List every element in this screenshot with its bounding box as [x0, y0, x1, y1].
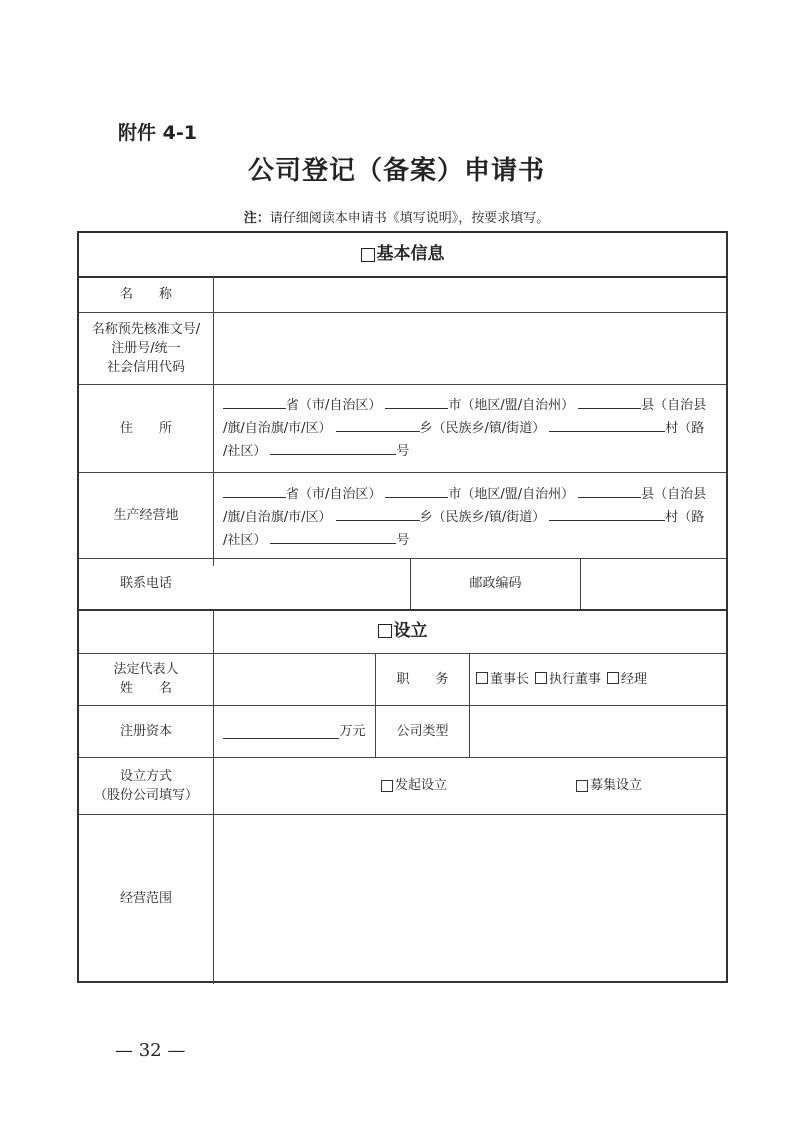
- postcode-label: 邮政编码: [469, 576, 522, 591]
- addr-community: /社区）: [223, 444, 267, 459]
- capital-unit: 万元: [339, 723, 366, 739]
- method-label: [79, 757, 213, 814]
- form-note: [0, 207, 793, 226]
- prior-number-line3: 社会信用代码: [106, 359, 185, 375]
- scope-input[interactable]: [214, 814, 726, 983]
- addr-township: 乡（民族乡/镇/街道）: [419, 421, 546, 436]
- addr-number: 号: [396, 533, 410, 548]
- addr-village: 村（路: [665, 421, 705, 436]
- option-label: 执行董事: [549, 671, 602, 687]
- addr-township: 乡（民族乡/镇/街道）: [419, 510, 546, 525]
- addr-county: 县（自治县: [641, 398, 707, 413]
- name-label: 名 称: [119, 286, 172, 302]
- residence-label: 住 所: [119, 420, 172, 436]
- note-label: 注：: [243, 211, 270, 226]
- application-form: [77, 231, 728, 983]
- phone-label: 联系电话: [119, 576, 172, 591]
- form-title: 公司登记（备案）申请书: [247, 156, 545, 186]
- addr-number: 号: [396, 444, 410, 459]
- checkbox-icon: [476, 672, 488, 684]
- checkbox-icon: [378, 624, 392, 638]
- name-input[interactable]: [214, 276, 726, 312]
- addr-county: 县（自治县: [641, 487, 707, 502]
- scope-label: 经营范围: [119, 891, 172, 906]
- residence-address-input[interactable]: [219, 394, 722, 463]
- note-text: 请仔细阅读本申请书《填写说明》，按要求填写。: [269, 211, 550, 226]
- position-option-manager[interactable]: [607, 670, 647, 689]
- page-number: — 32 —: [115, 1040, 186, 1061]
- addr-community: /社区）: [223, 533, 267, 548]
- checkbox-icon: [361, 248, 375, 262]
- company-type-label: 公司类型: [396, 723, 449, 739]
- section-basic-label: 基本信息: [376, 244, 445, 264]
- addr-city: 市（地区/盟/自治州）: [448, 487, 575, 502]
- capital-input[interactable]: [214, 705, 375, 757]
- method-option-promotion[interactable]: [344, 757, 484, 814]
- addr-village: 村（路: [665, 510, 705, 525]
- addr-city: 市（地区/盟/自治州）: [448, 398, 575, 413]
- phone-input[interactable]: [214, 558, 410, 609]
- legal-rep-input[interactable]: [214, 653, 375, 705]
- business-place-label: 生产经营地: [113, 507, 179, 523]
- company-type-input[interactable]: [470, 705, 726, 757]
- prior-number-line1: 名称预先核准文号/: [91, 321, 201, 337]
- option-label: 经理: [621, 671, 648, 687]
- checkbox-icon: [535, 672, 547, 684]
- checkbox-icon: [576, 780, 588, 792]
- method-option-subscription[interactable]: [539, 757, 679, 814]
- legal-rep-line2: 姓 名: [119, 681, 172, 696]
- prior-number-line2: 注册号/统一: [111, 340, 181, 356]
- option-label: 募集设立: [589, 778, 642, 793]
- postcode-input[interactable]: [581, 558, 726, 609]
- addr-province: 省（市/自治区）: [286, 487, 382, 502]
- prior-number-input[interactable]: [214, 312, 726, 384]
- position-label: 职 务: [396, 671, 449, 687]
- method-line1: 设立方式: [119, 768, 172, 784]
- option-label: 发起设立: [394, 778, 447, 793]
- position-options: [470, 653, 726, 705]
- legal-rep-line1: 法定代表人: [113, 662, 179, 677]
- section-basic-info[interactable]: [79, 233, 726, 276]
- addr-banner: /旗/自治旗/市/区）: [223, 421, 332, 436]
- method-line2: （股份公司填写）: [93, 787, 198, 803]
- position-option-exec-director[interactable]: [535, 670, 601, 689]
- business-address-input[interactable]: [219, 483, 722, 552]
- section-establish-label: 设立: [393, 620, 428, 641]
- addr-province: 省（市/自治区）: [286, 398, 382, 413]
- position-option-chairman[interactable]: [476, 670, 529, 689]
- legal-rep-label: [79, 653, 213, 705]
- attachment-label: 附件 4-1: [118, 122, 197, 144]
- checkbox-icon: [381, 780, 393, 792]
- checkbox-icon: [607, 672, 619, 684]
- addr-banner: /旗/自治旗/市/区）: [223, 510, 332, 525]
- capital-label: 注册资本: [119, 723, 172, 739]
- section-establish[interactable]: [79, 609, 726, 653]
- prior-number-label: [79, 312, 213, 384]
- option-label: 董事长: [490, 671, 530, 687]
